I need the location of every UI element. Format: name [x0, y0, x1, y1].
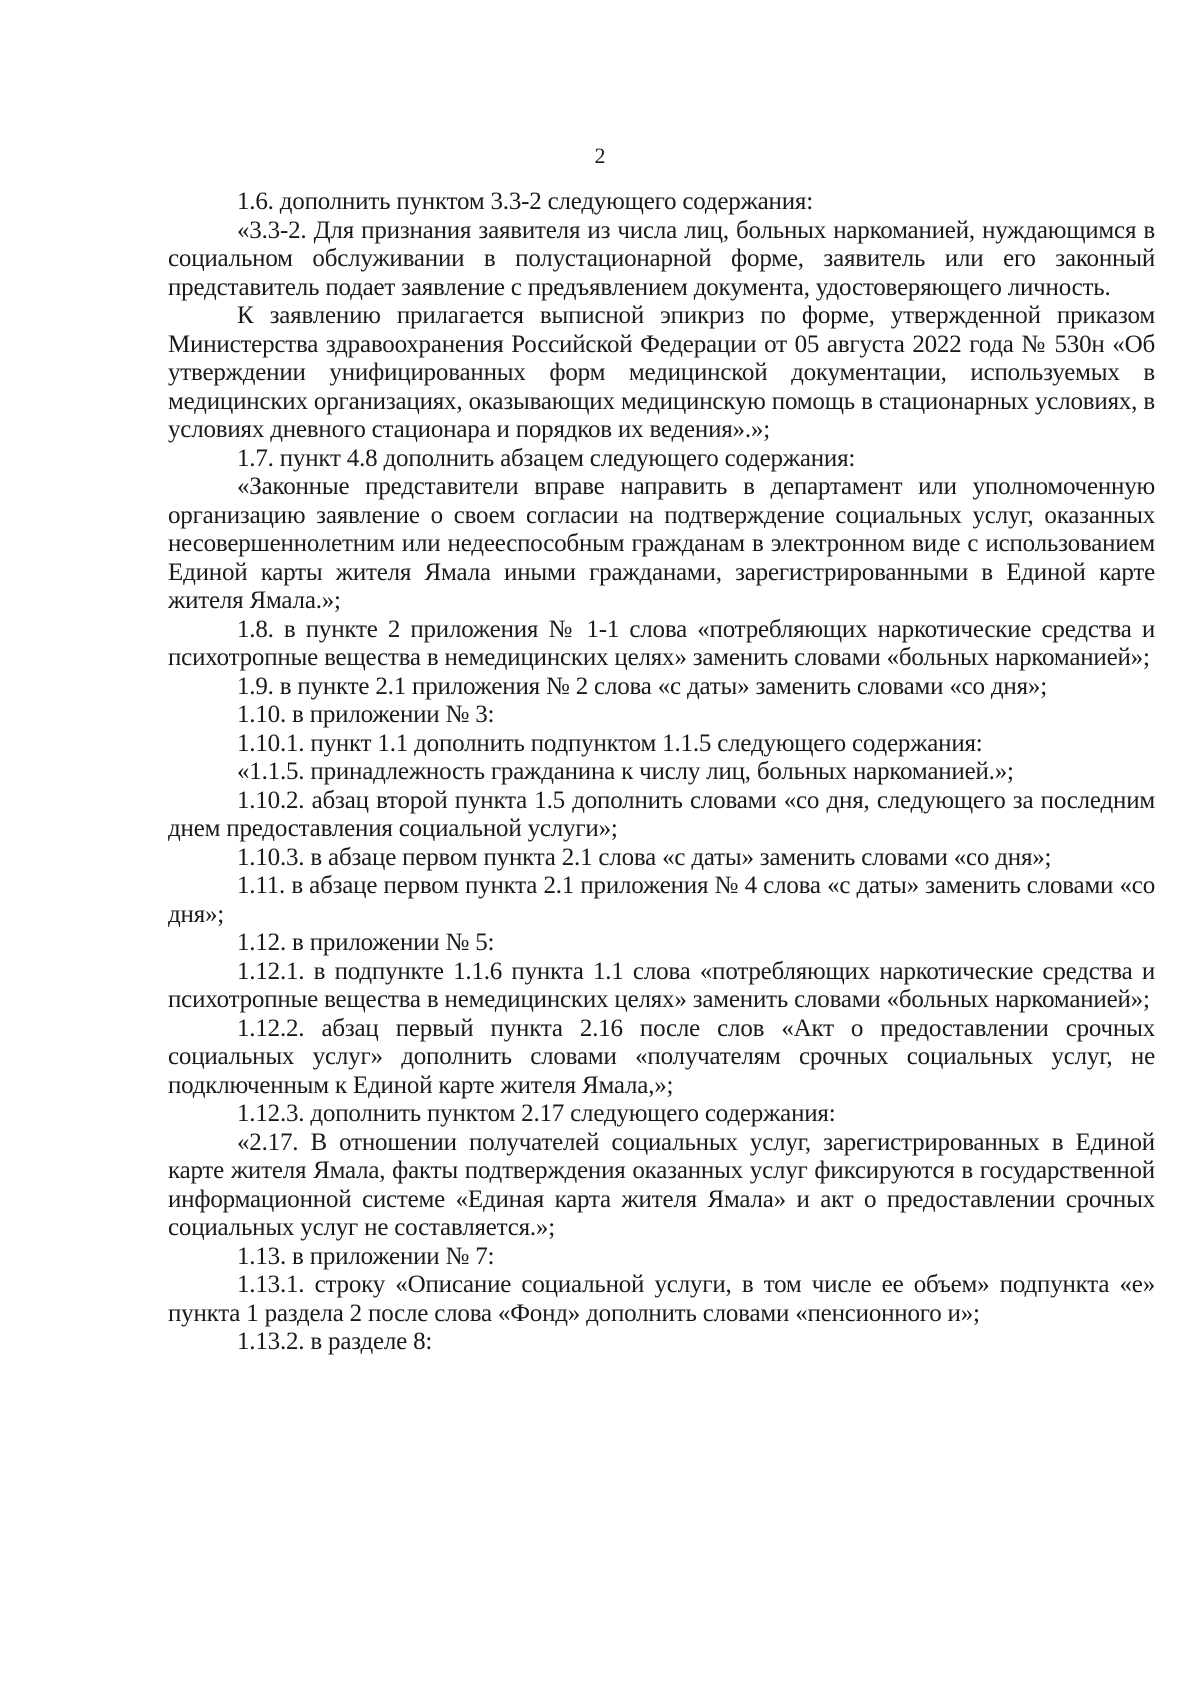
paragraph: 1.10.2. абзац второй пункта 1.5 дополнить словами «со дня, следующего за последним днем предоставления социальной услуги»; [168, 786, 1155, 842]
paragraph: «1.1.5. принадлежность гражданина к числу лиц, больных наркоманией.»; [237, 758, 1014, 785]
paragraph: 1.10. в приложении № 3: [237, 701, 495, 728]
paragraph: 1.13.2. в разделе 8: [237, 1328, 433, 1355]
paragraph: 1.13. в приложении № 7: [237, 1242, 495, 1270]
paragraph: 1.13.1. строку «Описание социальной услуги, в том числе ее объем» подпункта «е» пункта 1 раздела 2 после слова «Фонд» дополнить словами «пенсионного и»; [168, 1271, 1155, 1327]
paragraph: 1.12.3. дополнить пунктом 2.17 следующего содержания: [237, 1100, 836, 1127]
paragraph: 1.10.1. пункт 1.1 дополнить подпунктом 1.1.5 следующего содержания: [237, 729, 983, 757]
paragraph: 1.7. пункт 4.8 дополнить абзацем следующего содержания: [237, 444, 856, 472]
paragraph: 1.6. дополнить пунктом 3.3-2 следующего содержания: [237, 188, 813, 215]
paragraph: «3.3-2. Для признания заявителя из числа лиц, больных наркоманией, нуждающимся в социальном обслуживании в полустационарной форме, заявитель или его законный представитель подает заявление с предъявлением документа, удостоверяющего личность. [168, 216, 1155, 301]
document-body [168, 188, 1155, 1357]
paragraph: 1.11. в абзаце первом пункта 2.1 приложения № 4 слова «с даты» заменить словами «со дня»; [168, 872, 1155, 928]
paragraph: 1.8. в пункте 2 приложения № 1-1 слова «потребляющих наркотические средства и психотропные вещества в немедицинских целях» заменить словами «больных наркоманией»; [168, 615, 1155, 671]
paragraph: К заявлению прилагается выписной эпикриз по форме, утвержденной приказом Министерства здравоохранения Российской Федерации от 05 августа 2022 года № 530н «Об утверждении унифицированных форм медицинской документации, используемых в медицинских организациях, оказывающих медицинскую помощь в стационарных условиях, в условиях дневного стационара и порядков их ведения».»; [168, 302, 1155, 443]
paragraph: 1.10.3. в абзаце первом пункта 2.1 слова «с даты» заменить словами «со дня»; [237, 843, 1052, 871]
paragraph: 1.12. в приложении № 5: [237, 929, 495, 956]
paragraph: 1.12.2. абзац первый пункта 2.16 после слов «Акт о предоставлении срочных социальных услуг» дополнить словами «получателям срочных социальных услуг, не подключенным к Единой карте жителя Ямала,»; [168, 1014, 1155, 1099]
paragraph: «2.17. В отношении получателей социальных услуг, зарегистрированных в Единой карте жителя Ямала, факты подтверждения оказанных услуг фиксируются в государственной информационной системе «Единая карта жителя Ямала» и акт о предоставлении срочных социальных услуг не составляется.»; [168, 1128, 1155, 1241]
paragraph: 1.12.1. в подпункте 1.1.6 пункта 1.1 слова «потребляющих наркотические средства и психотропные вещества в немедицинских целях» заменить словами «больных наркоманией»; [168, 957, 1155, 1013]
paragraph: «Законные представители вправе направить в департамент или уполномоченную организацию заявление о своем согласии на подтверждение социальных услуг, оказанных несовершеннолетним или недееспособным гражданам в электронном виде с использованием Единой карты жителя Ямала иными гражданами, зарегистрированными в Единой карте жителя Ямала.»; [168, 473, 1155, 614]
page-number: 2 [594, 143, 606, 168]
paragraph: 1.9. в пункте 2.1 приложения № 2 слова «с даты» заменить словами «со дня»; [237, 672, 1047, 700]
